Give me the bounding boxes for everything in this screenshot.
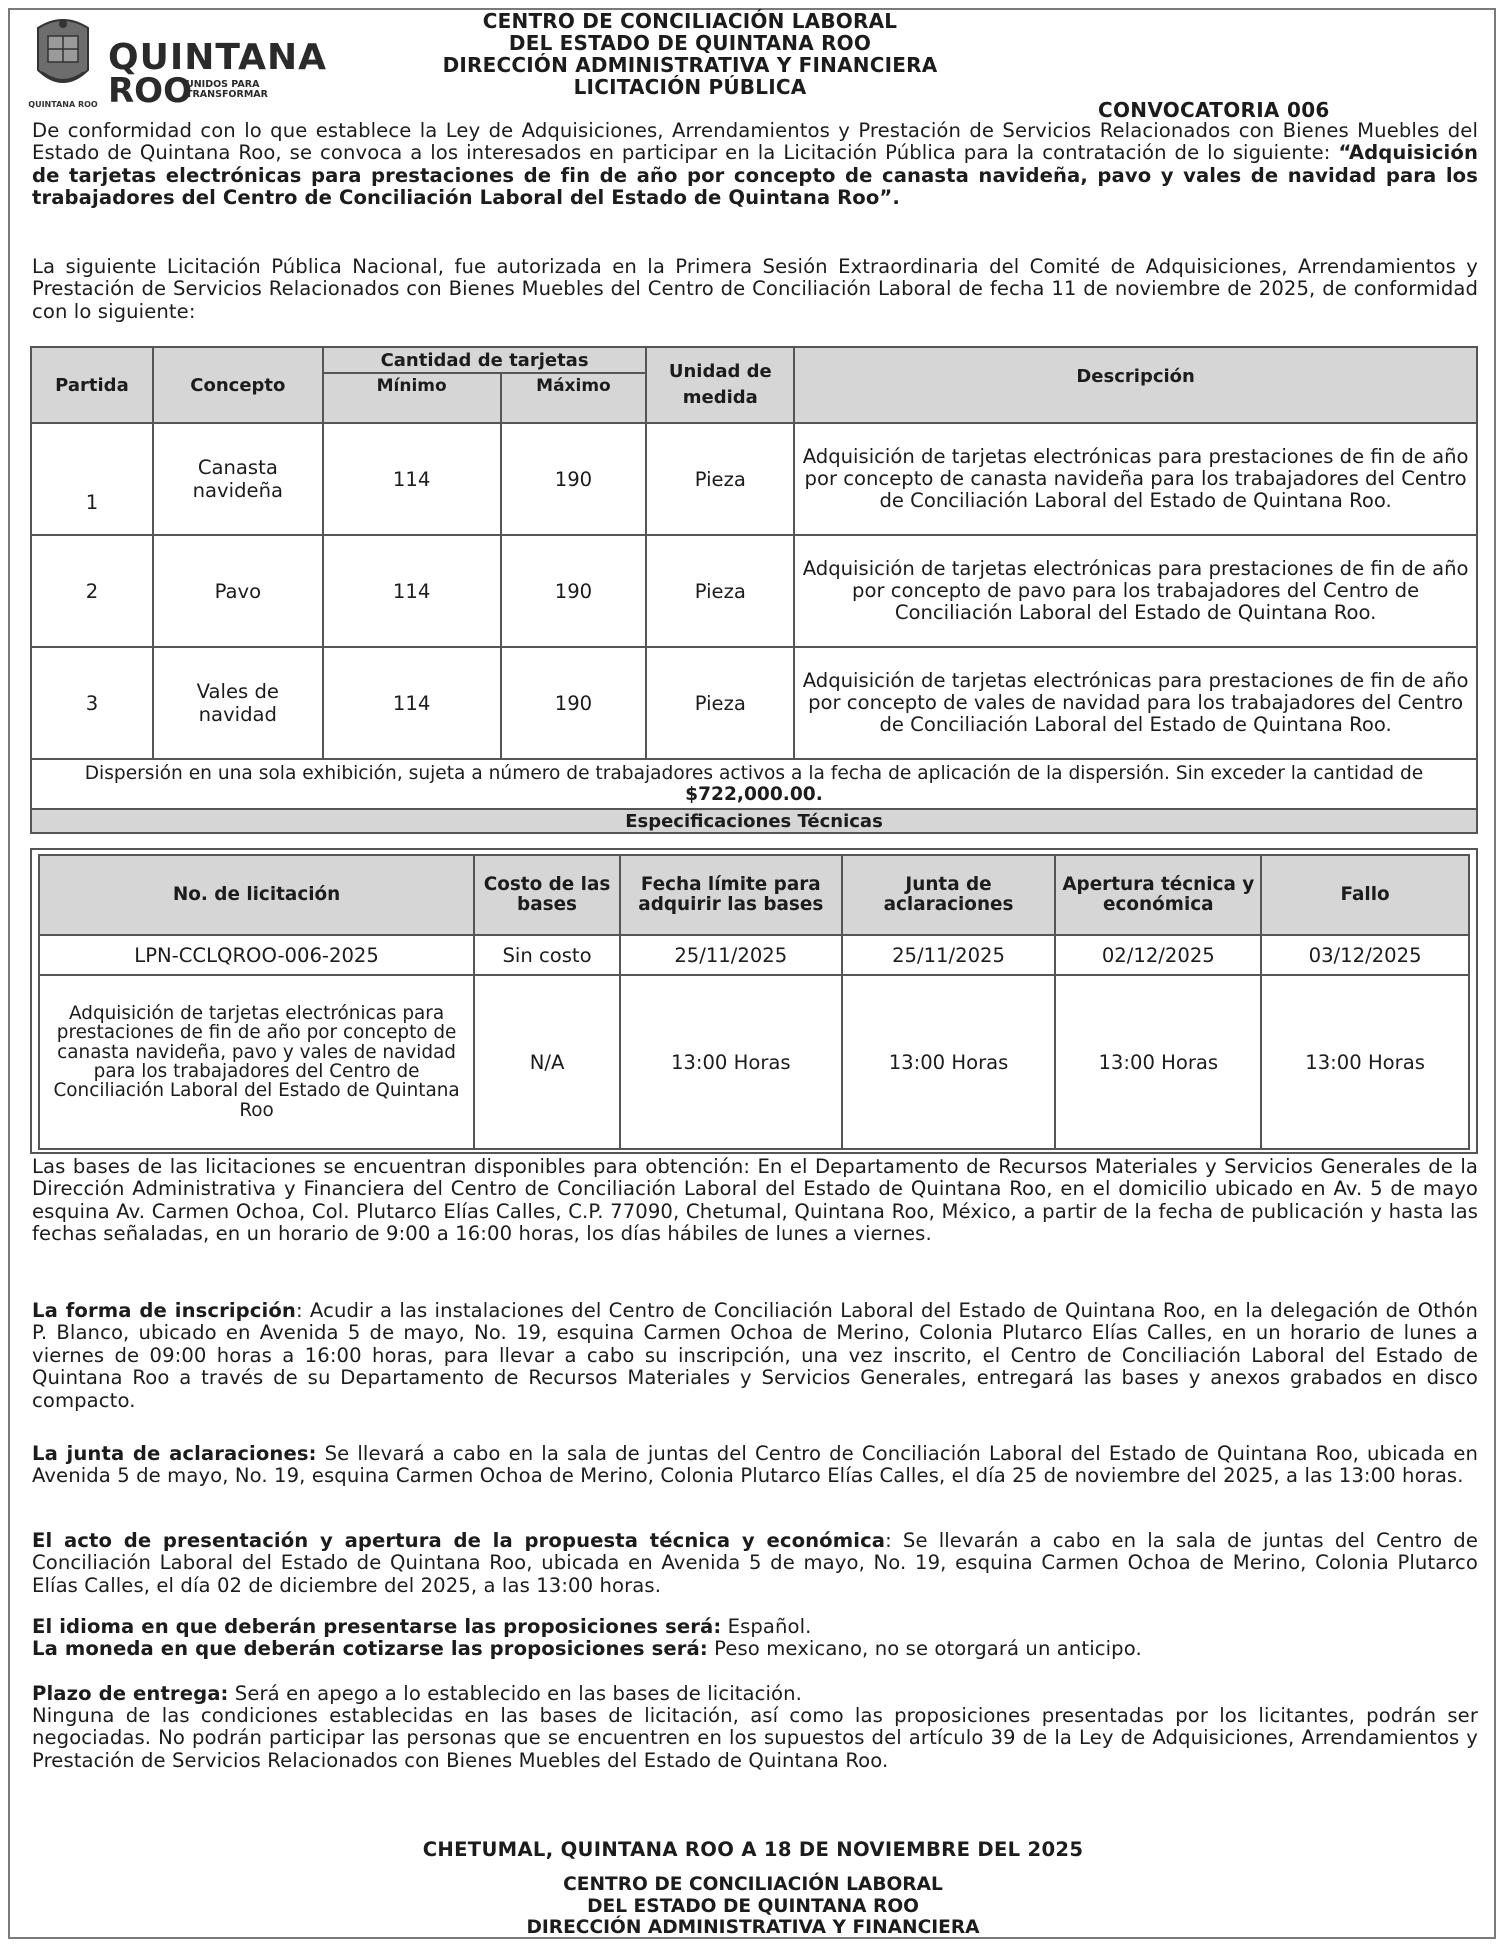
header-unidad: Unidad de medida xyxy=(646,347,794,423)
header-costo-bases: Costo de las bases xyxy=(474,855,620,935)
moneda-label: La moneda en que deberán cotizarse las proposiciones será: xyxy=(32,1637,708,1660)
header-junta: Junta de aclaraciones xyxy=(842,855,1056,935)
cell-fallo: 03/12/2025 xyxy=(1261,935,1469,975)
cell-descripcion-licitacion: Adquisición de tarjetas electrónicas para prestaciones de fin de año por concepto de canasta navideña, pavo y vales de navidad para los trabajadores del Centro de Conciliación Laboral del Estado de Quintana Roo xyxy=(39,975,474,1149)
cell-concepto: Vales de navidad xyxy=(153,647,323,759)
footer-organization xyxy=(0,1874,1506,1939)
plazo-label: Plazo de entrega: xyxy=(32,1682,229,1705)
dispersion-amount: $722,000.00. xyxy=(685,784,823,805)
quintana-roo-brand-logo xyxy=(108,37,327,112)
cell-descripcion: Adquisición de tarjetas electrónicas para prestaciones de fin de año por concepto de vales de navidad para los trabajadores del Centro de Conciliación Laboral del Estado de Quintana Roo. xyxy=(794,647,1477,759)
cell-partida: 1 xyxy=(31,423,153,535)
tender-table-frame xyxy=(30,848,1478,1154)
junta-label: La junta de aclaraciones: xyxy=(32,1442,317,1465)
footer-org-line-3: DIRECCIÓN ADMINISTRATIVA Y FINANCIERA xyxy=(526,1917,980,1938)
intro-bold-object: “Adquisición de tarjetas electrónicas para prestaciones de fin de año por concepto de canasta navideña, pavo y vales de navidad para los trabajadores del Centro de Conciliación Laboral del Estado de Quintana Roo”. xyxy=(32,141,1478,210)
junta-text: Se llevará a cabo en la sala de juntas del Centro de Conciliación Laboral del Estado de Quintana Roo, ubicada en Avenida 5 de mayo, No. 19, esquina Carmen Ochoa de Merino, Colonia Plutarco Elías Calles, el día 25 de noviembre del 2025, a las 13:00 horas. xyxy=(32,1442,1478,1488)
title-line-4: LICITACIÓN PÚBLICA xyxy=(573,75,807,99)
seal-label: QUINTANA ROO xyxy=(28,100,98,109)
plazo-text: Será en apego a lo establecido en las bases de licitación. xyxy=(228,1682,802,1705)
header-cantidad: Cantidad de tarjetas xyxy=(323,347,647,373)
specifications-title: Especificaciones Técnicas xyxy=(31,809,1477,833)
brand-word-top: QUINTANA xyxy=(108,37,327,78)
cell-hora-fecha-limite: 13:00 Horas xyxy=(620,975,842,1149)
authorization-paragraph: La siguiente Licitación Pública Nacional, fue autorizada en la Primera Sesión Extraordinaria del Comité de Adquisiciones, Arrendamientos y Prestación de Servicios Relacionados con Bienes Muebles del Centro de Conciliación Laboral de fecha 11 de noviembre de 2025, de conformidad con lo siguiente: xyxy=(32,255,1478,323)
header-maximo: Máximo xyxy=(501,373,647,423)
dispersion-note xyxy=(31,759,1477,809)
cell-partida: 3 xyxy=(31,647,153,759)
items-table xyxy=(30,346,1478,834)
moneda-text: Peso mexicano, no se otorgará un anticipo. xyxy=(707,1637,1142,1660)
place-date: CHETUMAL, QUINTANA ROO A 18 DE NOVIEMBRE DEL 2025 xyxy=(422,1838,1084,1861)
convocatoria-number: CONVOCATORIA 006 xyxy=(1098,98,1330,122)
cell-unidad: Pieza xyxy=(646,423,794,535)
state-seal-logo xyxy=(28,14,98,112)
cell-costo-na: N/A xyxy=(474,975,620,1149)
table-row xyxy=(31,535,1477,647)
junta-paragraph xyxy=(32,1443,1478,1488)
table-row xyxy=(39,935,1469,975)
inscripcion-paragraph xyxy=(32,1300,1478,1412)
table-row xyxy=(31,423,1477,535)
idioma-text: Español. xyxy=(721,1615,812,1638)
idioma-paragraph xyxy=(32,1616,1478,1638)
cell-unidad: Pieza xyxy=(646,535,794,647)
acto-paragraph xyxy=(32,1530,1478,1597)
cell-minimo: 114 xyxy=(323,647,501,759)
cell-hora-junta: 13:00 Horas xyxy=(842,975,1056,1149)
header-apertura: Apertura técnica y económica xyxy=(1055,855,1261,935)
moneda-paragraph xyxy=(32,1638,1478,1660)
cell-hora-apertura: 13:00 Horas xyxy=(1055,975,1261,1149)
inscripcion-text: : Acudir a las instalaciones del Centro de Conciliación Laboral del Estado de Quintana Roo, en la delegación de Othón P. Blanco, ubicado en Avenida 5 de mayo, No. 19, esquina Carmen Ochoa de Merino, Colonia Plutarco Elías Calles, en un horario de lunes a viernes de 09:00 horas a 16:00 horas, para llevar a cabo su inscripción, una vez inscrito, el Centro de Conciliación Laboral del Estado de Quintana Roo a través de su Departamento de Recursos Materiales y Servicios Generales, entregará las bases y anexos grabados en disco compacto. xyxy=(32,1299,1478,1412)
header-fecha-limite: Fecha límite para adquirir las bases xyxy=(620,855,842,935)
tender-table xyxy=(38,854,1470,1150)
footer-org-line-1: CENTRO DE CONCILIACIÓN LABORAL xyxy=(563,1874,943,1895)
cell-concepto: Canasta navideña xyxy=(153,423,323,535)
table-row xyxy=(39,975,1469,1149)
brand-word-bottom: ROO xyxy=(108,71,192,111)
bases-paragraph: Las bases de las licitaciones se encuentran disponibles para obtención: En el Departamento de Recursos Materiales y Servicios Generales de la Dirección Administrativa y Financiera del Centro de Conciliación Laboral del Estado de Quintana Roo, en el domicilio ubicado en Av. 5 de mayo esquina Av. Carmen Ochoa, Col. Plutarco Elías Calles, C.P. 77090, Chetumal, Quintana Roo, México, a partir de la fecha de publicación y hasta las fechas señaladas, en un horario de 9:00 a 16:00 horas, los días hábiles de lunes a viernes. xyxy=(32,1155,1478,1246)
ninguna-paragraph: Ninguna de las condiciones establecidas en las bases de licitación, así como las proposiciones presentadas por los licitantes, podrán ser negociadas. No podrán participar las personas que se encuentren en los supuestos del artículo 39 de la Ley de Adquisiciones, Arrendamientos y Prestación de Servicios Relacionados con Bienes Muebles del Estado de Quintana Roo. xyxy=(32,1704,1478,1772)
acto-text: : Se llevarán a cabo en la sala de juntas del Centro de Conciliación Laboral del Estado de Quintana Roo, ubicada en Avenida 5 de mayo, No. 19, esquina Carmen Ochoa de Merino, Colonia Plutarco Elías Calles, el día 02 de diciembre del 2025, a las 13:00 horas. xyxy=(32,1529,1478,1597)
plazo-paragraph xyxy=(32,1683,1478,1705)
document-title-block xyxy=(300,10,1080,98)
cell-partida: 2 xyxy=(31,535,153,647)
brand-tagline: UNIDOS PARA TRANSFORMAR xyxy=(186,79,268,100)
cell-hora-fallo: 13:00 Horas xyxy=(1261,975,1469,1149)
cell-costo: Sin costo xyxy=(474,935,620,975)
inscripcion-label: La forma de inscripción xyxy=(32,1299,296,1322)
cell-maximo: 190 xyxy=(501,647,647,759)
header-logos xyxy=(28,14,327,112)
cell-maximo: 190 xyxy=(501,423,647,535)
cell-maximo: 190 xyxy=(501,535,647,647)
cell-junta: 25/11/2025 xyxy=(842,935,1056,975)
acto-label: El acto de presentación y apertura de la propuesta técnica y económica xyxy=(32,1529,886,1552)
cell-numero-licitacion: LPN-CCLQROO-006-2025 xyxy=(39,935,474,975)
table-row xyxy=(31,647,1477,759)
cell-apertura: 02/12/2025 xyxy=(1055,935,1261,975)
cell-fecha-limite: 25/11/2025 xyxy=(620,935,842,975)
footer-org-line-2: DEL ESTADO DE QUINTANA ROO xyxy=(587,1895,919,1917)
header-descripcion: Descripción xyxy=(794,347,1477,423)
header-minimo: Mínimo xyxy=(323,373,501,423)
cell-minimo: 114 xyxy=(323,535,501,647)
header-numero-licitacion: No. de licitación xyxy=(39,855,474,935)
title-line-2: DEL ESTADO DE QUINTANA ROO xyxy=(508,31,872,55)
state-seal-icon xyxy=(28,14,98,100)
header-concepto: Concepto xyxy=(153,347,323,423)
intro-paragraph xyxy=(32,120,1478,210)
cell-unidad: Pieza xyxy=(646,647,794,759)
dispersion-note-text: Dispersión en una sola exhibición, sujeta a número de trabajadores activos a la fecha de aplicación de la dispersión. Sin exceder la cantidad de xyxy=(84,763,1424,784)
header-fallo: Fallo xyxy=(1261,855,1469,935)
cell-descripcion: Adquisición de tarjetas electrónicas para prestaciones de fin de año por concepto de pavo para los trabajadores del Centro de Conciliación Laboral del Estado de Quintana Roo. xyxy=(794,535,1477,647)
header-partida: Partida xyxy=(31,347,153,423)
idioma-label: El idioma en que deberán presentarse las proposiciones será: xyxy=(32,1615,722,1638)
intro-text: De conformidad con lo que establece la Ley de Adquisiciones, Arrendamientos y Prestación de Servicios Relacionados con Bienes Muebles del Estado de Quintana Roo, se convoca a los interesados en participar en la Licitación Pública para la contratación de lo siguiente: xyxy=(32,119,1478,165)
cell-concepto: Pavo xyxy=(153,535,323,647)
cell-descripcion: Adquisición de tarjetas electrónicas para prestaciones de fin de año por concepto de canasta navideña para los trabajadores del Centro de Conciliación Laboral del Estado de Quintana Roo. xyxy=(794,423,1477,535)
title-line-1: CENTRO DE CONCILIACIÓN LABORAL xyxy=(482,9,898,33)
title-line-3: DIRECCIÓN ADMINISTRATIVA Y FINANCIERA xyxy=(442,53,938,77)
cell-minimo: 114 xyxy=(323,423,501,535)
